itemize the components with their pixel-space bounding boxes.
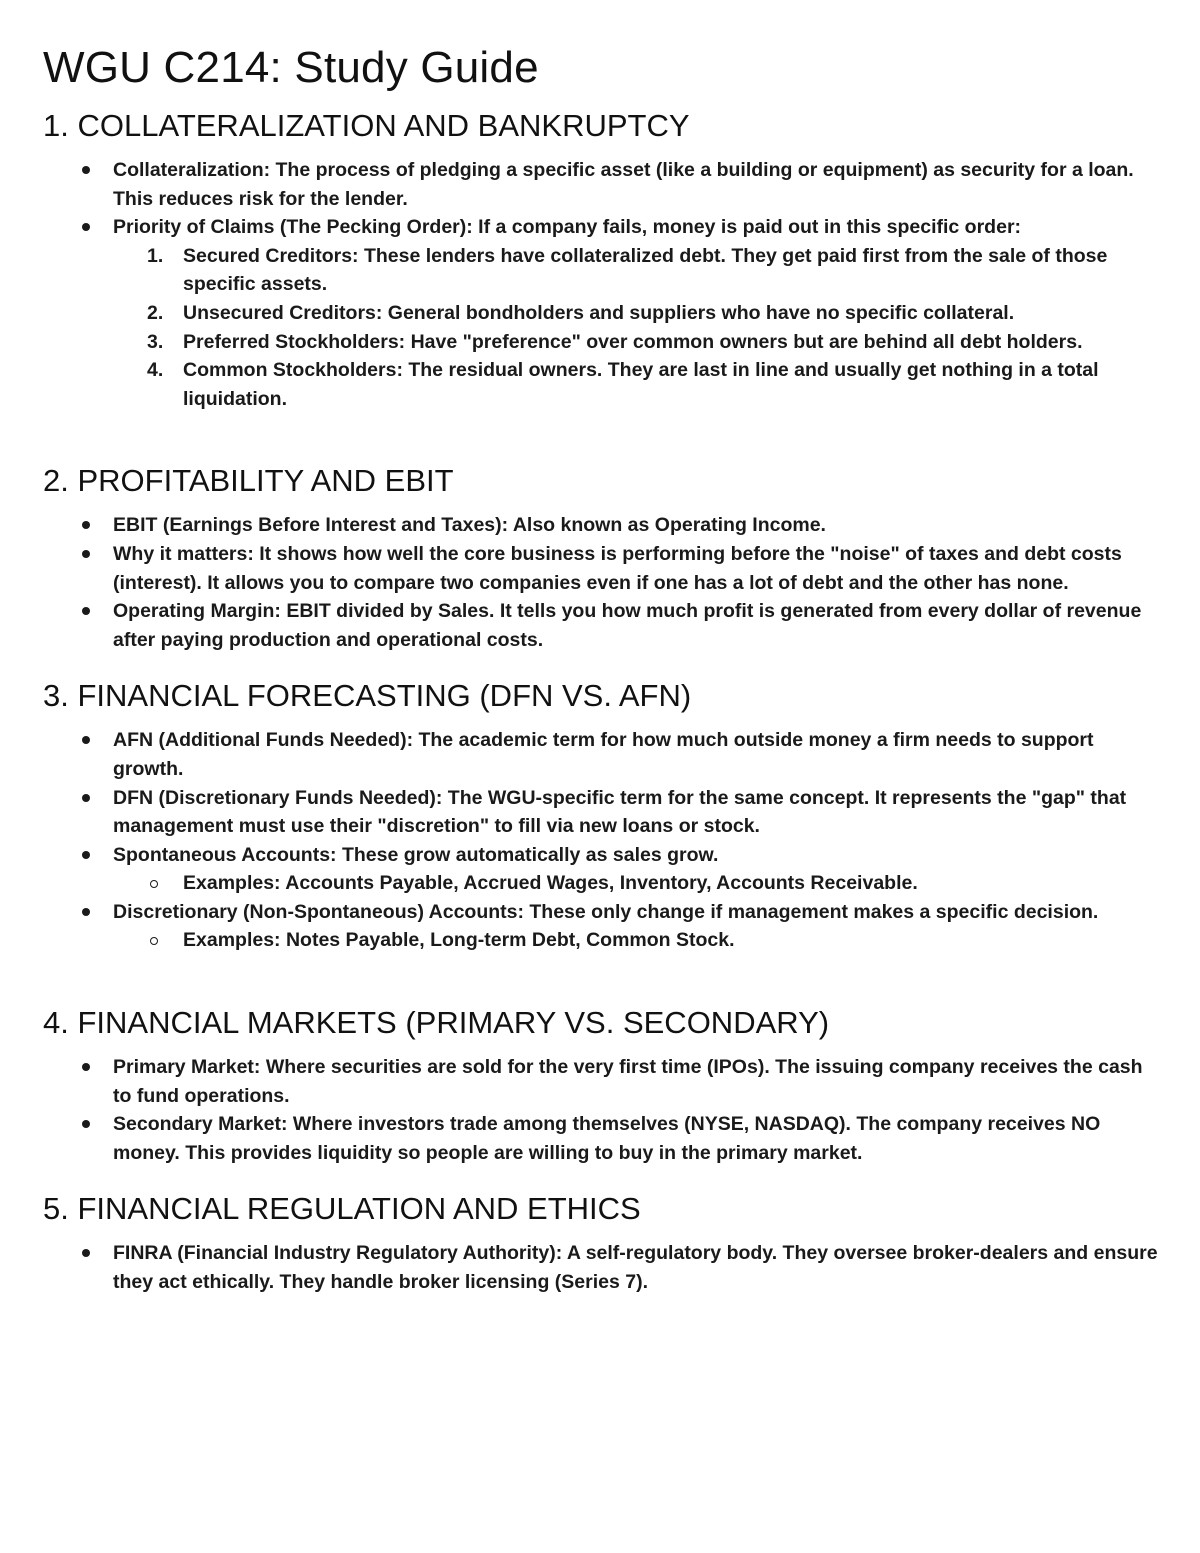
bullet-icon xyxy=(82,1249,90,1257)
section-forecasting xyxy=(43,676,1160,955)
list-item xyxy=(43,1053,1160,1110)
item-text: Common Stockholders: The residual owners. They are last in line and usually get nothing in a total liquidation. xyxy=(183,359,1099,410)
sub-item-text: Examples: Notes Payable, Long-term Debt, Common Stock. xyxy=(183,929,735,952)
list-item xyxy=(113,299,1160,328)
list-item xyxy=(43,213,1160,413)
section-collateralization xyxy=(43,106,1160,413)
bullet-text: Why it matters: It shows how well the core business is performing before the "noise" of taxes and debt costs (interest). It allows you to compare two companies even if one has a lot of debt and the other has none. xyxy=(113,542,1122,594)
bullet-list xyxy=(43,726,1160,955)
bullet-list xyxy=(43,511,1160,654)
item-number: 1. xyxy=(147,244,164,267)
bullet-text: AFN (Additional Funds Needed): The academic term for how much outside money a firm needs to support growth. xyxy=(113,729,1094,780)
bullet-icon xyxy=(82,521,90,529)
item-text: Preferred Stockholders: Have "preference" over common owners but are behind all debt holders. xyxy=(183,330,1083,353)
section-heading: 2. PROFITABILITY AND EBIT xyxy=(43,463,454,499)
bullet-icon xyxy=(82,736,90,744)
bullet-list xyxy=(43,1239,1160,1296)
bullet-text: Primary Market: Where securities are sold for the very first time (IPOs). The issuing company receives the cash to fund operations. xyxy=(113,1056,1143,1107)
bullet-icon xyxy=(82,1120,90,1128)
list-item xyxy=(43,898,1160,955)
list-item xyxy=(43,784,1160,841)
list-item xyxy=(43,540,1160,597)
spacer xyxy=(43,955,1160,1003)
bullet-text: DFN (Discretionary Funds Needed): The WGU-specific term for the same concept. It represents the "gap" that management must use their "discretion" to fill via new loans or stock. xyxy=(113,786,1127,838)
list-item xyxy=(113,328,1160,357)
list-item xyxy=(113,242,1160,299)
sub-list xyxy=(113,869,1160,898)
list-item xyxy=(43,597,1160,654)
bullet-icon xyxy=(82,166,90,174)
bullet-text: FINRA (Financial Industry Regulatory Authority): A self-regulatory body. They oversee broker-dealers and ensure they act ethically. They handle broker licensing (Series 7). xyxy=(113,1242,1158,1294)
item-number: 4. xyxy=(147,359,164,382)
list-item xyxy=(113,926,1160,955)
bullet-list xyxy=(43,156,1160,413)
spacer xyxy=(43,654,1160,676)
item-number: 3. xyxy=(147,330,164,353)
section-markets xyxy=(43,1003,1160,1167)
list-item xyxy=(43,1110,1160,1167)
bullet-text: Spontaneous Accounts: These grow automatically as sales grow. xyxy=(113,843,719,866)
section-heading: 4. FINANCIAL MARKETS (PRIMARY VS. SECONDARY) xyxy=(43,1005,830,1041)
list-item xyxy=(113,356,1160,413)
bullet-text: EBIT (Earnings Before Interest and Taxes): Also known as Operating Income. xyxy=(113,514,826,537)
circle-bullet-icon xyxy=(150,937,158,945)
bullet-icon xyxy=(82,550,90,558)
spacer xyxy=(43,1167,1160,1189)
section-heading: 1. COLLATERALIZATION AND BANKRUPTCY xyxy=(43,108,690,143)
bullet-text: Secondary Market: Where investors trade among themselves (NYSE, NASDAQ). The company receives NO money. This provides liquidity so people are willing to buy in the primary market. xyxy=(113,1113,1101,1164)
bullet-icon xyxy=(82,908,90,916)
sub-list xyxy=(113,926,1160,955)
list-item xyxy=(43,726,1160,783)
section-heading: 5. FINANCIAL REGULATION AND ETHICS xyxy=(43,1191,641,1227)
bullet-icon xyxy=(82,1063,90,1071)
sub-item-text: Examples: Accounts Payable, Accrued Wages, Inventory, Accounts Receivable. xyxy=(183,872,918,895)
item-text: Secured Creditors: These lenders have collateralized debt. They get paid first from the sale of those specific assets. xyxy=(183,244,1108,296)
item-text: Unsecured Creditors: General bondholders and suppliers who have no specific collateral. xyxy=(183,301,1015,324)
bullet-text: Operating Margin: EBIT divided by Sales. It tells you how much profit is generated from every dollar of revenue after paying production and operational costs. xyxy=(113,600,1142,651)
bullet-icon xyxy=(82,223,90,231)
numbered-list xyxy=(113,242,1160,414)
bullet-text: Collateralization: The process of pledging a specific asset (like a building or equipment) as security for a loan. This reduces risk for the lender. xyxy=(113,159,1134,210)
list-item xyxy=(113,869,1160,898)
bullet-text: Priority of Claims (The Pecking Order): If a company fails, money is paid out in this specific order: xyxy=(113,216,1022,239)
list-item xyxy=(43,841,1160,898)
circle-bullet-icon xyxy=(150,880,158,888)
page-title: WGU C214: Study Guide xyxy=(43,43,539,92)
list-item xyxy=(43,156,1160,213)
section-profitability xyxy=(43,461,1160,654)
section-heading: 3. FINANCIAL FORECASTING (DFN VS. AFN) xyxy=(43,678,692,714)
spacer xyxy=(43,413,1160,461)
bullet-icon xyxy=(82,607,90,615)
item-number: 2. xyxy=(147,301,164,324)
list-item xyxy=(43,1239,1160,1296)
bullet-list xyxy=(43,1053,1160,1167)
section-regulation xyxy=(43,1189,1160,1296)
bullet-icon xyxy=(82,794,90,802)
list-item xyxy=(43,511,1160,540)
bullet-icon xyxy=(82,851,90,859)
bullet-text: Discretionary (Non-Spontaneous) Accounts: These only change if management makes a specific decision. xyxy=(113,900,1099,923)
